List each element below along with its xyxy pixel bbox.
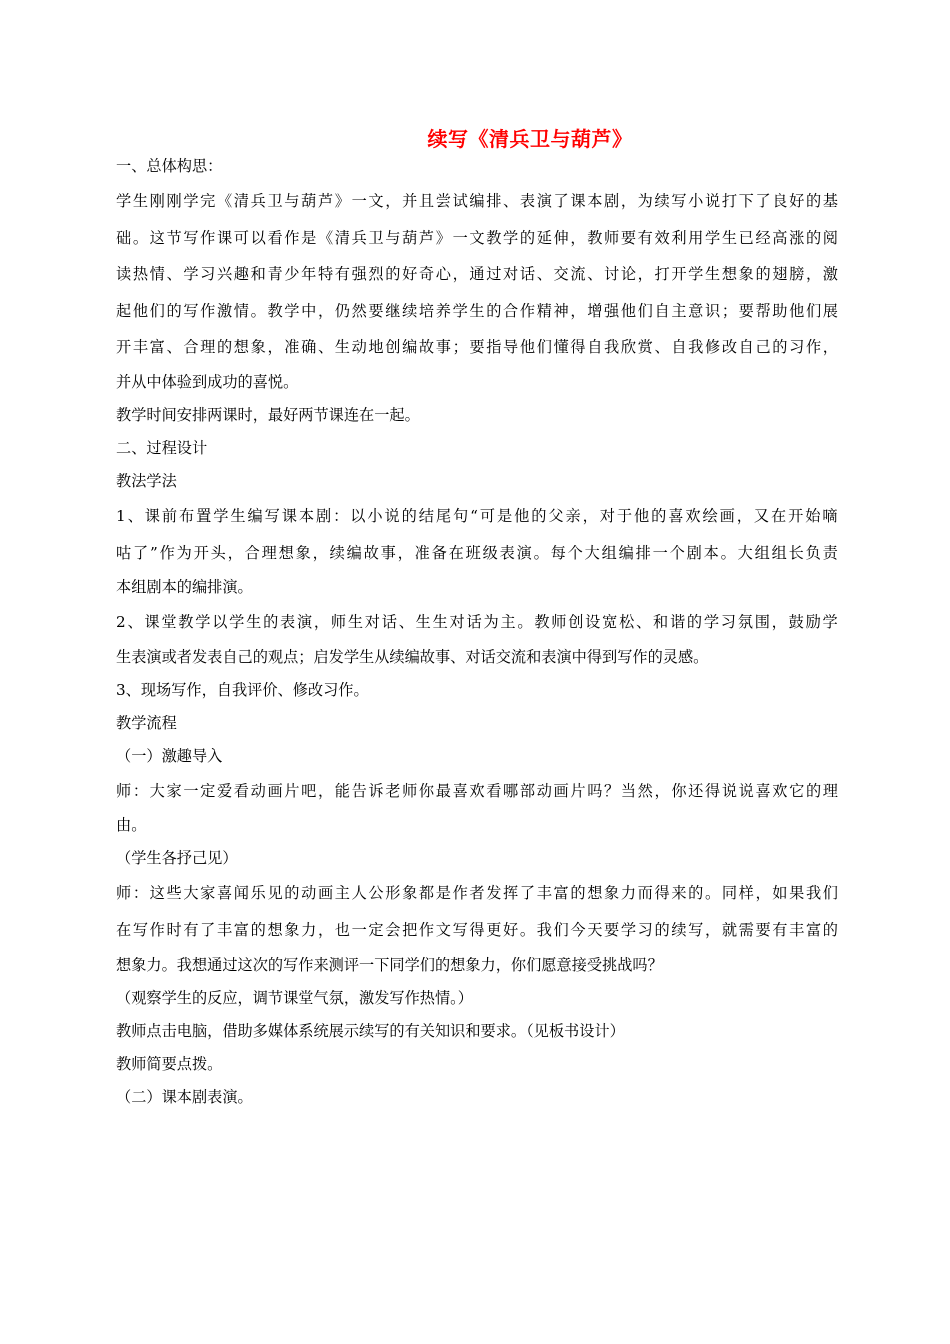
paragraph-line: 生表演或者发表自己的观点；启发学生从续编故事、对话交流和表演中得到写作的灵感。 bbox=[116, 647, 709, 666]
paragraph-line: 教师点击电脑，借助多媒体系统展示续写的有关知识和要求。（见板书设计） bbox=[116, 1021, 625, 1040]
paragraph-line: 础 。 这 节 写 作 课 可 以 看 作 是 《 清 兵 卫 与 葫 芦 》 一 文 教 学 的 延 伸 ， 教 师 要 有 效 利 用 学 生 已 经 高 涨 的 阅 bbox=[116, 228, 838, 247]
subsection-heading: 教学流程 bbox=[116, 713, 177, 732]
paragraph-line: 教学时间安排两课时，最好两节课连在一起。 bbox=[116, 405, 420, 424]
paragraph-line: 起 他 们 的 写 作 激 情 。 教 学 中 ， 仍 然 要 继 续 培 养 学 生 的 合 作 精 神 ， 增 强 他 们 自 主 意 识 ； 要 帮 助 他 们 展 bbox=[116, 301, 838, 320]
section-heading: 二、过程设计 bbox=[116, 438, 208, 457]
paragraph-line: 3、现场写作，自我评价、修改习作。 bbox=[116, 680, 369, 699]
paragraph-line: 由。 bbox=[116, 816, 147, 835]
paragraph-line: 想象力。我想通过这次的写作来测评一下同学们的想象力，你们愿意接受挑战吗？ bbox=[116, 955, 663, 974]
subsection-heading: （二）课本剧表演。 bbox=[116, 1087, 253, 1106]
paragraph-line: 1 、 课 前 布 置 学 生 编 写 课 本 剧 ： 以 小 说 的 结 尾 句 “ 可 是 他 的 父 亲 ， 对 于 他 的 喜 欢 绘 画 ， 又 在 开 始 嘀 bbox=[116, 506, 838, 525]
document-body bbox=[116, 150, 838, 1114]
paragraph-line: 在 写 作 时 有 了 丰 富 的 想 象 力 ， 也 一 定 会 把 作 文 写 得 更 好 。 我 们 今 天 要 学 习 的 续 写 ， 就 需 要 有 丰 富 的 bbox=[116, 920, 838, 939]
paragraph-line: 教师简要点拨。 bbox=[116, 1054, 223, 1073]
paragraph-line: （观察学生的反应，调节课堂气氛，激发写作热情。） bbox=[116, 988, 473, 1007]
paragraph-line: 读 热 情 、 学 习 兴 趣 和 青 少 年 特 有 强 烈 的 好 奇 心 ， 通 过 对 话 、 交 流 、 讨 论 ， 打 开 学 生 想 象 的 翅 膀 ， 激 bbox=[116, 265, 838, 284]
paragraph-line: （学生各抒己见） bbox=[116, 849, 238, 868]
paragraph-line: 师 ： 这 些 大 家 喜 闻 乐 见 的 动 画 主 人 公 形 象 都 是 作 者 发 挥 了 丰 富 的 想 象 力 而 得 来 的 。 同 样 ， 如 果 我 们 bbox=[116, 884, 838, 903]
section-heading: 一、总体构思： bbox=[116, 157, 223, 175]
subsection-heading: （一）激趣导入 bbox=[116, 746, 223, 765]
subsection-heading: 教法学法 bbox=[116, 471, 177, 490]
paragraph-line: 开 丰 富 、 合 理 的 想 象 ， 准 确 、 生 动 地 创 编 故 事 ； 要 指 导 他 们 懂 得 自 我 欣 赏 、 自 我 修 改 自 己 的 习 作 ， bbox=[116, 338, 838, 357]
document-title: 续写《清兵卫与葫芦》 bbox=[427, 127, 633, 151]
paragraph-line: 学 生 刚 刚 学 完 《 清 兵 卫 与 葫 芦 》 一 文 ， 并 且 尝 试 编 排 、 表 演 了 课 本 剧 ， 为 续 写 小 说 打 下 了 良 好 的 基 bbox=[116, 192, 838, 210]
paragraph-line: 咕 了 ” 作 为 开 头 ， 合 理 想 象 ， 续 编 故 事 ， 准 备 在 班 级 表 演 。 每 个 大 组 编 排 一 个 剧 本 。 大 组 组 长 负 责 bbox=[116, 543, 838, 562]
paragraph-line: 2 、 课 堂 教 学 以 学 生 的 表 演 ， 师 生 对 话 、 生 生 对 话 为 主 。 教 师 创 设 宽 松 、 和 谐 的 学 习 氛 围 ， 鼓 励 学 bbox=[116, 613, 838, 632]
paragraph-line: 并从中体验到成功的喜悦。 bbox=[116, 372, 299, 391]
paragraph-line: 师 ： 大 家 一 定 爱 看 动 画 片 吧 ， 能 告 诉 老 师 你 最 喜 欢 看 哪 部 动 画 片 吗 ？ 当 然 ， 你 还 得 说 说 喜 欢 它 的 理 bbox=[116, 781, 838, 800]
paragraph-line: 本组剧本的编排演。 bbox=[116, 578, 253, 597]
